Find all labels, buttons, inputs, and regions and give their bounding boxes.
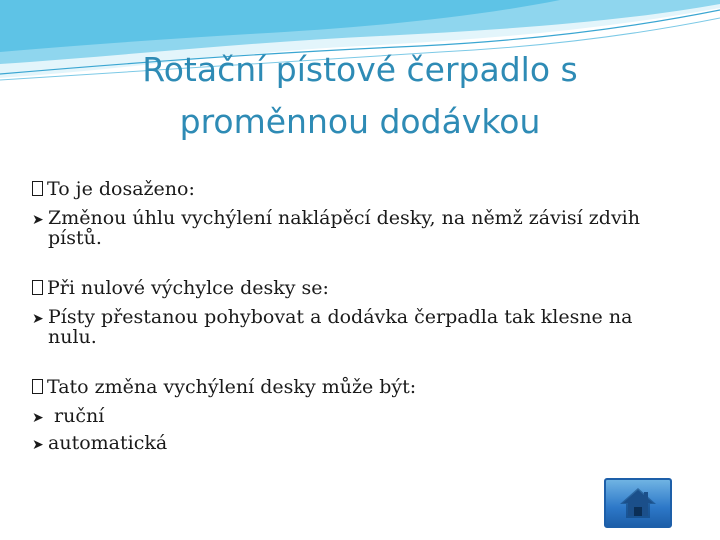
section-change-type bbox=[32, 374, 672, 455]
list-item-text: automatická bbox=[48, 432, 168, 454]
list-item bbox=[32, 433, 672, 455]
section-zero-deflection bbox=[32, 275, 672, 347]
section-lead-text: Tato změna vychýlení desky může být: bbox=[47, 376, 417, 398]
section-lead-text: To je dosaženo: bbox=[47, 178, 195, 200]
list-item bbox=[32, 406, 672, 428]
section-achieved bbox=[32, 176, 672, 248]
arrow-bullet-icon: ➤ bbox=[32, 212, 44, 228]
section-lead-text: Při nulové výchylce desky se: bbox=[47, 277, 329, 299]
section-lead bbox=[32, 176, 672, 203]
list-item-text: Změnou úhlu vychýlení naklápěcí desky, na němž závisí zdvih pístů. bbox=[48, 207, 640, 249]
list-item-text: ruční bbox=[48, 405, 105, 427]
arrow-bullet-icon: ➤ bbox=[32, 437, 44, 453]
list-item bbox=[32, 208, 672, 248]
home-icon bbox=[618, 485, 658, 521]
slide-content bbox=[32, 176, 672, 482]
section-lead bbox=[32, 374, 672, 401]
bullet-box-icon bbox=[32, 181, 43, 196]
section-lead bbox=[32, 275, 672, 302]
slide-title: Rotační pístové čerpadlo s proměnnou dodávkou bbox=[142, 50, 578, 141]
list-item bbox=[32, 307, 672, 347]
bullet-box-icon bbox=[32, 280, 43, 295]
arrow-bullet-icon: ➤ bbox=[32, 410, 44, 426]
bullet-box-icon bbox=[32, 379, 43, 394]
list-item-text: Písty přestanou pohybovat a dodávka čerpadla tak klesne na nulu. bbox=[48, 306, 633, 348]
home-button[interactable] bbox=[604, 478, 672, 528]
arrow-bullet-icon: ➤ bbox=[32, 311, 44, 327]
